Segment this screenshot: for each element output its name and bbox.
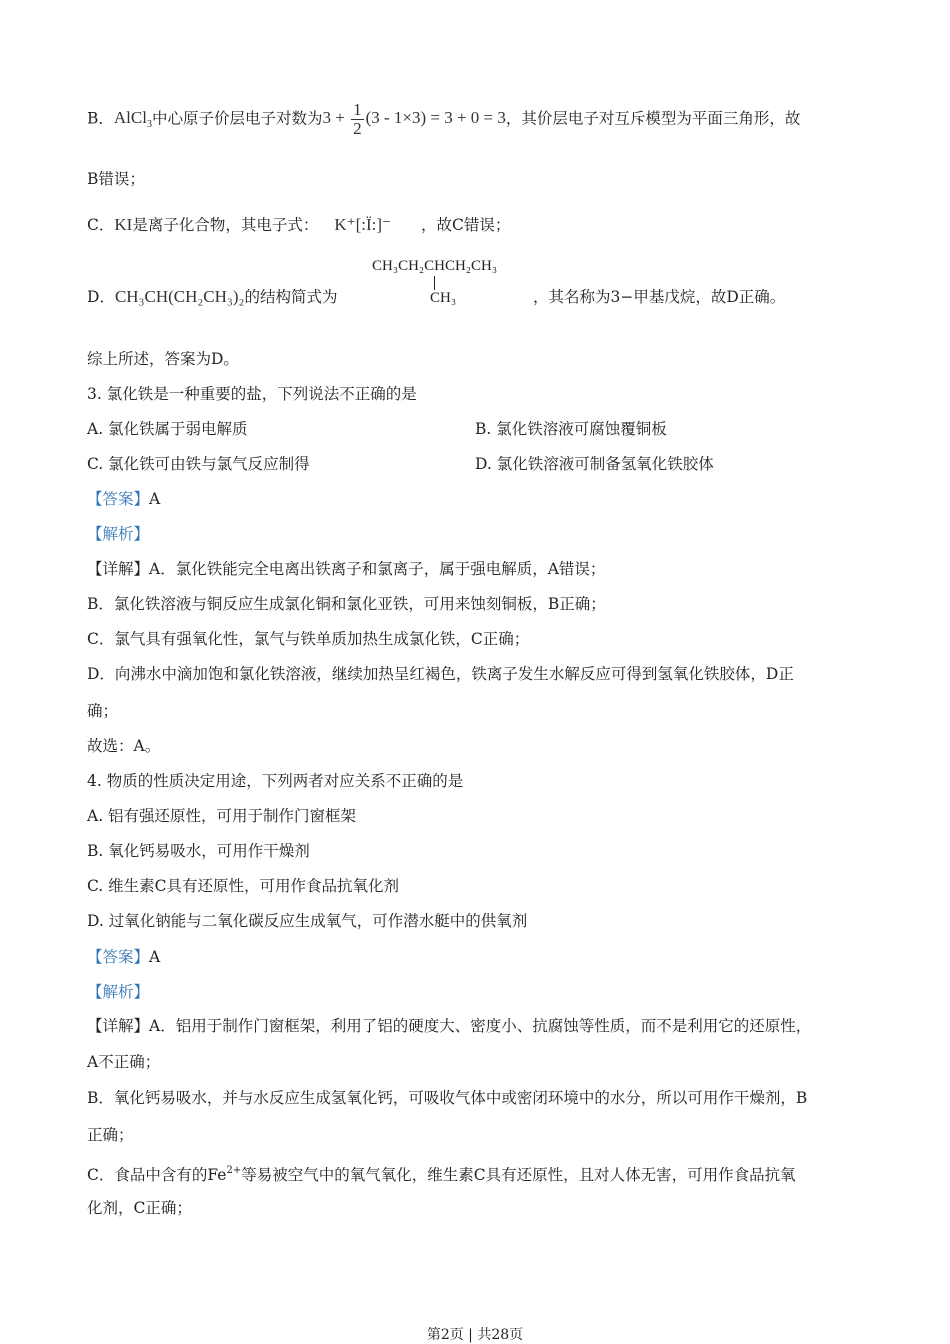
q4-option-d: D. 过氧化钠能与二氧化碳反应生成氧气，可作潜水艇中的供氧剂 (87, 912, 528, 930)
answer-tag: 【答案】 (87, 948, 150, 966)
ki-formula: KI (114, 215, 133, 234)
q4-detail-c-cont: 化剂，C正确； (87, 1199, 192, 1217)
q3-detail-d-cont: 确； (87, 702, 119, 720)
detail-tag: 【详解】 (87, 1017, 150, 1035)
q3-detail-a: 【详解】A．氯化铁能完全电离出铁离子和氯离子，属于强电解质，A错误； (87, 560, 606, 578)
page-footer: 第2页 | 共28页 (426, 1327, 524, 1343)
analysis-b-cont: B错误； (87, 170, 145, 188)
q3-analysis-tag: 【解析】 (87, 525, 150, 543)
q3-option-c: C. 氯化铁可由铁与氯气反应制得 (87, 455, 310, 473)
q3-option-b: B. 氯化铁溶液可腐蚀覆铜板 (475, 420, 667, 438)
q4-option-a: A. 铝有强还原性，可用于制作门窗框架 (87, 807, 357, 825)
branch-bond (434, 276, 435, 290)
q3-detail-d: D．向沸水中滴加饱和氯化铁溶液，继续加热呈红褐色，铁离子发生水解反应可得到氢氧化铁胶体，D正 (87, 665, 794, 683)
q3-option-a: A. 氯化铁属于弱电解质 (87, 420, 248, 438)
d-condensed-formula: CH₃CH(CH₂CH₃)₂ (114, 287, 245, 306)
analysis-c-line: C．KI是离子化合物，其电子式： K⁺[:Ï:]⁻ ，故C错误； (87, 215, 511, 234)
q3-detail-b: B．氯化铁溶液与铜反应生成氯化铜和氯化亚铁，可用来蚀刻铜板，B正确； (87, 595, 606, 613)
q4-option-b: B. 氧化钙易吸水，可用作干燥剂 (87, 842, 310, 860)
structural-formula-main-chain: CH₃CH₂CHCH₂CH₃ (372, 258, 498, 274)
q4-detail-b: B．氧化钙易吸水，并与水反应生成氢氧化钙，可吸收气体中或密闭环境中的水分，所以可用作干燥剂，B (87, 1089, 808, 1107)
answer-tag: 【答案】 (87, 490, 150, 508)
analysis-d-tail: ，其名称为3−甲基戊烷，故D正确。 (533, 288, 786, 306)
q4-option-c: C. 维生素C具有还原性，可用作食品抗氧化剂 (87, 877, 400, 895)
q4-analysis-tag: 【解析】 (87, 983, 150, 1001)
q4-detail-c: C．食品中含有的$Fe^{2+}$等易被空气中的氧气氧化，维生素C具有还原性，且对人体无害，可用作食品抗氧 (87, 1165, 796, 1184)
q4-stem: 4. 物质的性质决定用途，下列两者对应关系不正确的是 (87, 772, 464, 790)
q4-answer: 【答案】A (87, 948, 161, 966)
q3-stem: 3. 氯化铁是一种重要的盐，下列说法不正确的是 (87, 385, 417, 403)
q2-summary: 综上所述，答案为D。 (87, 350, 239, 368)
q3-conclusion: 故选：A。 (87, 737, 161, 755)
analysis-b-line: B．AlCl$_3$中心原子价层电子对数为3 + $\frac{1}{2}$ (3 - 1×3) = 3 + 0 = 3，其价层电子对互斥模型为平面三角形，故 (87, 100, 801, 138)
detail-tag: 【详解】 (87, 560, 150, 578)
charge-superscript: 2+ (226, 1165, 242, 1176)
q4-detail-b-cont: 正确； (87, 1126, 134, 1144)
q3-option-d: D. 氯化铁溶液可制备氢氧化铁胶体 (475, 455, 714, 473)
fraction: $\frac{1}{2}$ (353, 100, 362, 138)
q4-detail-a: 【详解】A．铝用于制作门窗框架，利用了铝的硬度大、密度小、抗腐蚀等性质，而不是利用它的还原性， (87, 1017, 812, 1035)
q3-detail-c: C．氯气具有强氧化性，氯气与铁单质加热生成氯化铁，C正确； (87, 630, 530, 648)
alcl3-formula: AlCl$_3$ (113, 108, 152, 131)
structural-formula-methyl: CH₃ (430, 290, 457, 306)
structural-formula (372, 258, 532, 316)
analysis-d-line: D．CH₃CH(CH₂CH₃)₂的结构简式为 (87, 287, 338, 306)
q3-answer: 【答案】A (87, 490, 161, 508)
q4-detail-a-cont: A不正确； (87, 1053, 161, 1071)
electron-dot-formula: K⁺[:Ï:]⁻ (334, 215, 391, 234)
valence-pair-equation: 3 + $\frac{1}{2}$ (3 - 1×3) = 3 + 0 = 3 (322, 100, 506, 138)
